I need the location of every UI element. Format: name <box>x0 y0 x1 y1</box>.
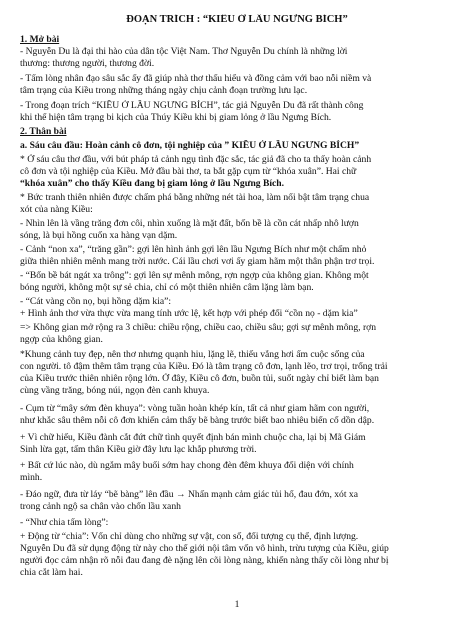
body-line: - Cụm từ “mây sớm đèn khuya”: vòng tuần hoàn khép kín, tất cả như giam hãm con người, <box>20 403 370 414</box>
body-line: - Nguyễn Du là đại thi hào của dân tộc Việt Nam. Thơ Nguyễn Du chính là những lời <box>20 46 348 57</box>
body-line: * Bức tranh thiên nhiên được chấm phá bằng những nét tài hoa, làm nổi bật tâm trạng chua <box>20 192 370 203</box>
body-line: cô đơn và tội nghiệp của Kiều. Mở đầu bài thơ, ta bắt gặp cụm từ “khóa xuân”. Hai chữ <box>20 166 357 177</box>
body-line: chia cắt làm hai. <box>20 567 83 578</box>
body-line: thương: thương người, thương đời. <box>20 58 155 69</box>
body-line: + Bất cứ lúc nào, dù ngắm mây buổi sớm hay chong đèn đêm khuya đối diện với chính <box>20 460 354 471</box>
body-line: như khắc sâu thêm nỗi cô đơn khiến cảm thấy bẽ bàng trước biết bao nhiêu biến cố dồn dập. <box>20 415 375 426</box>
body-line: a. Sáu câu đầu: Hoàn cảnh cô đơn, tội nghiệp của ” KIỀU Ở LẦU NGƯNG BÍCH” <box>20 140 360 151</box>
body-line: sóng, là bụi hồng cuốn xa hàng vạn dặm. <box>20 230 178 241</box>
body-line: của Kiều trước thiên nhiên rộng lớn. Ở đây, Kiều cô đơn, buồn tủi, suốt ngày chỉ biết làm bạn <box>20 373 379 384</box>
section-heading: 1. Mở bài <box>20 34 60 45</box>
body-line: bóng người, không một sự sẻ chia, chỉ có một thiên nhiên câm lặng làm bạn. <box>20 282 314 293</box>
body-line: - Nhìn lên là vầng trăng đơn côi, nhìn xuống là mặt đất, bốn bề là cồn cát nhấp nhô lượn <box>20 218 359 229</box>
body-line: + Hình ảnh thơ vừa thực vừa mang tính ước lệ, kết hợp với phép đối “cồn nọ - dặm kia” <box>20 308 358 319</box>
body-line: - “Bốn bề bát ngát xa trông”: gợi lên sự mênh mông, rợn ngợp của không gian. Không một <box>20 270 369 281</box>
body-line: Sinh lừa gạt, tấm thân Kiều giờ đây lưu lạc khắp phương trời. <box>20 444 257 455</box>
page-number: 1 <box>234 599 240 610</box>
body-line: - “Như chia tấm lòng”: <box>20 517 109 528</box>
body-line: Nguyễn Du đã sử dụng động từ này cho thế giới nội tâm vốn vô hình, trừu tượng của Kiều, giúp <box>20 543 389 554</box>
body-line: + Vì chữ hiếu, Kiều đành cắt đứt chữ tình quyết định bán mình chuộc cha, lại bị Mã Giám <box>20 432 366 443</box>
body-line: giữa thiên nhiên mênh mang trời nước. Cái lầu chơi vơi ấy giam hãm một thân phận trơ trọi. <box>20 256 375 267</box>
body-line: xót của nàng Kiều: <box>20 204 93 215</box>
body-line: mình. <box>20 472 43 483</box>
body-line: người đọc cảm nhận rõ nỗi đau đang đè nặng lên cõi lòng nàng, khiến nàng thấy cõi lòng như bị <box>20 555 389 566</box>
body-line: => Không gian mở rộng ra 3 chiều: chiều rộng, chiều cao, chiều sâu; gợi sự mênh mông, rợn <box>20 322 377 333</box>
body-line: cùng vầng trăng, bóng núi, ngọn đèn canh khuya. <box>20 385 210 396</box>
section-heading: 2. Thân bài <box>20 126 67 137</box>
body-line: - Tấm lòng nhân đạo sâu sắc ấy đã giúp nhà thơ thấu hiểu và đồng cảm với bao nỗi niềm và <box>20 73 372 84</box>
body-line: ngợp của không gian. <box>20 334 103 345</box>
body-line: con người. tô đậm thêm tâm trạng của Kiều. Đó là tâm trạng cô đơn, lạnh lẽo, trơ trọi, trống trải <box>20 361 388 372</box>
body-line: “khóa xuân” cho thấy Kiều đang bị giam lỏng ở lầu Ngưng Bích. <box>20 178 285 189</box>
body-line: trong cảnh ngộ sa chân vào chốn lầu xanh <box>20 501 181 512</box>
body-line: *Khung cảnh tuy đẹp, nên thơ nhưng quạnh hiu, lặng lẽ, thiếu vắng hơi ấm cuộc sống của <box>20 349 365 360</box>
body-line: - “Cát vàng cồn nọ, bụi hồng dặm kia”: <box>20 296 172 307</box>
body-line: - Trong đoạn trích “KIỀU Ở LẦU NGƯNG BÍCH”, tác giả Nguyễn Du đã rất thành công <box>20 100 364 111</box>
body-line: + Động từ “chia”: Vốn chỉ dùng cho những sự vật, con số, đối tượng cụ thể, định lượng. <box>20 531 359 542</box>
body-line: khi thể hiện tâm trạng bi kịch của Thúy Kiều khi bị giam lỏng ở lầu Ngưng Bích. <box>20 112 332 123</box>
body-line: * Ở sáu câu thơ đầu, với bút pháp tả cảnh ngụ tình đặc sắc, tác giả đã cho ta thấy hoàn cảnh <box>20 154 372 165</box>
body-line: tâm trạng của Kiều trong những tháng ngày chịu cảnh đoạn trường lưu lạc. <box>20 85 308 96</box>
document-title: ĐOẠN TRÍCH : “KIỀU Ở LẦU NGƯNG BÍCH” <box>126 14 348 25</box>
body-line: - Cảnh “non xa”, “trăng gần”: gợi lên hình ảnh gợi lên lầu Ngưng Bích như một chấm nhỏ <box>20 244 367 255</box>
body-line: - Đáo ngữ, đưa từ láy “bẽ bàng” lên đầu → Nhấn mạnh cảm giác tủi hổ, đau đớn, xót xa <box>20 489 358 500</box>
